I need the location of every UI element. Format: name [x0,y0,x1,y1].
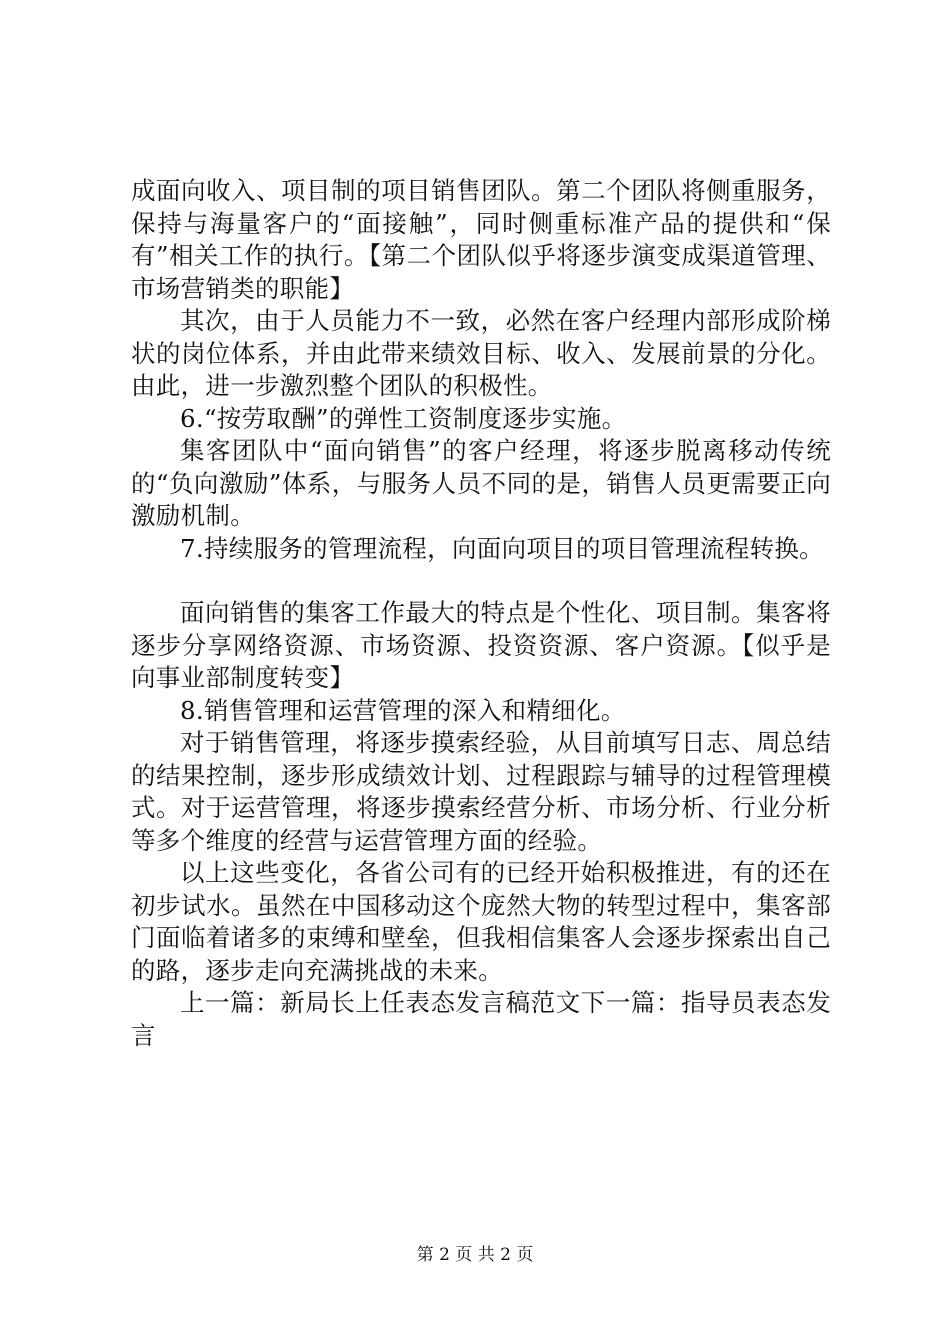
paragraph-item-7-body: 面向销售的集客工作最大的特点是个性化、项目制。集客将逐步分享网络资源、市场资源、投资资源、客户资源。【似乎是向事业部制度转变】 [131,598,831,692]
paragraph-continuation: 成面向收入、项目制的项目销售团队。第二个团队将侧重服务，保持与海量客户的“面接触”，同时侧重标准产品的提供和“保有”相关工作的执行。【第二个团队似乎将逐步演变成渠道管理、市场营销类的职能】 [131,176,831,303]
paragraph-item-8-body: 对于销售管理，将逐步摸索经验，从目前填写日志、周总结的结果控制，逐步形成绩效计划、过程跟踪与辅导的过程管理模式。对于运营管理，将逐步摸索经营分析、市场分析、行业分析等多个维度的经营与运营管理方面的经验。 [131,728,831,855]
prev-next-links[interactable]: 上一篇：新局长上任表态发言稿范文下一篇：指导员表态发言 [131,988,831,1050]
document-body [131,175,831,1052]
paragraph-second: 其次，由于人员能力不一致，必然在客户经理内部形成阶梯状的岗位体系，并由此带来绩效目标、收入、发展前景的分化。由此，进一步激烈整个团队的积极性。 [131,306,831,400]
heading-item-7: 7.持续服务的管理流程，向面向项目的项目管理流程转换。 [180,533,824,563]
heading-item-8: 8.销售管理和运营管理的深入和精细化。 [180,695,626,725]
paragraph-item-6-body: 集客团队中“面向销售”的客户经理，将逐步脱离移动传统的“负向激励”体系，与服务人员不同的是，销售人员更需要正向激励机制。 [131,436,831,530]
paragraph-conclusion: 以上这些变化，各省公司有的已经开始积极推进，有的还在初步试水。虽然在中国移动这个庞然大物的转型过程中，集客部门面临着诸多的束缚和壁垒，但我相信集客人会逐步探索出自己的路，逐步走向充满挑战的未来。 [131,858,831,985]
heading-item-6: 6.“按劳取酬”的弹性工资制度逐步实施。 [180,403,627,433]
page-footer: 第 2 页 共 2 页 [416,1245,534,1265]
